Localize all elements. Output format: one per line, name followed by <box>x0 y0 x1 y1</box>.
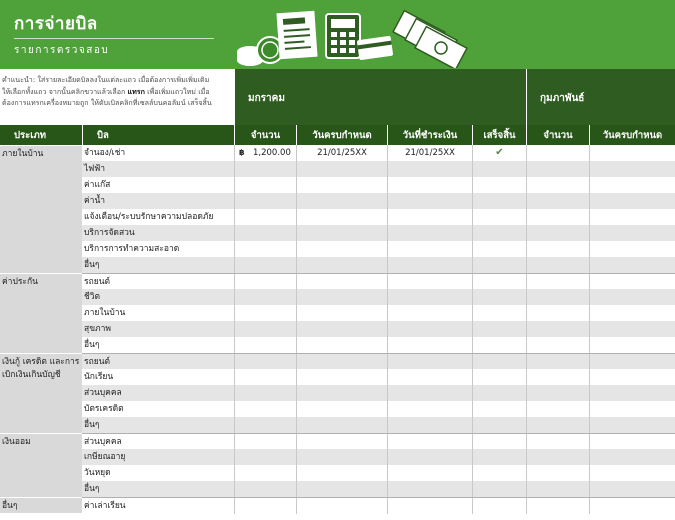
due-date-cell-feb[interactable] <box>589 401 675 417</box>
done-cell[interactable] <box>472 241 526 257</box>
table-row <box>82 193 675 209</box>
due-date-cell[interactable] <box>296 465 387 481</box>
done-cell[interactable] <box>472 417 526 433</box>
amount-cell[interactable] <box>234 177 296 193</box>
column-header-paid-date[interactable]: วันที่ชำระเงิน <box>387 125 472 145</box>
bill-name-cell[interactable]: อื่นๆ <box>84 484 100 494</box>
amount-cell-feb[interactable] <box>526 321 589 337</box>
table-row <box>82 241 675 257</box>
due-date-cell[interactable] <box>296 498 387 514</box>
paid-date-cell[interactable] <box>387 257 472 273</box>
due-date-cell-feb[interactable] <box>589 145 675 161</box>
table-row <box>82 433 675 449</box>
amount-cell-feb[interactable] <box>526 417 589 433</box>
bill-name-cell[interactable]: ไฟฟ้า <box>84 164 106 174</box>
amount-cell[interactable] <box>234 225 296 241</box>
title-divider <box>14 38 214 39</box>
due-date-cell[interactable] <box>296 354 387 370</box>
paid-date-cell[interactable] <box>387 434 472 450</box>
done-cell[interactable] <box>472 161 526 177</box>
category-cell[interactable]: ภายในบ้าน <box>0 145 82 273</box>
amount-cell[interactable] <box>234 354 296 370</box>
due-date-cell-feb[interactable] <box>589 417 675 433</box>
paid-date-cell[interactable] <box>387 481 472 497</box>
category-cell[interactable]: เงินออม <box>0 433 82 497</box>
amount-cell-feb[interactable] <box>526 257 589 273</box>
due-date-cell[interactable] <box>296 225 387 241</box>
table-row <box>82 225 675 241</box>
amount-cell[interactable] <box>234 161 296 177</box>
amount-cell[interactable] <box>234 321 296 337</box>
due-date-cell[interactable] <box>296 434 387 450</box>
receipt-icon <box>276 11 317 60</box>
bill-name-cell[interactable]: อื่นๆ <box>84 340 100 350</box>
amount-cell-feb[interactable] <box>526 209 589 225</box>
table-row <box>82 305 675 321</box>
table-row <box>82 449 675 465</box>
done-cell[interactable] <box>472 434 526 450</box>
amount-cell-feb[interactable] <box>526 241 589 257</box>
due-date-cell[interactable] <box>296 417 387 433</box>
amount-cell[interactable] <box>234 145 296 161</box>
done-cell[interactable] <box>472 225 526 241</box>
table-row <box>82 497 675 513</box>
bill-name-cell[interactable]: บัตรเครดิต <box>84 404 124 414</box>
done-cell[interactable] <box>472 481 526 497</box>
due-date-cell-feb[interactable] <box>589 289 675 305</box>
amount-cell[interactable] <box>234 305 296 321</box>
due-date-cell[interactable] <box>296 369 387 385</box>
due-date-cell[interactable] <box>296 449 387 465</box>
table-row <box>82 177 675 193</box>
done-cell[interactable] <box>472 289 526 305</box>
due-date-cell-feb[interactable] <box>589 274 675 290</box>
done-cell[interactable] <box>472 145 526 161</box>
due-date-cell-feb[interactable] <box>589 465 675 481</box>
due-date-cell[interactable] <box>296 177 387 193</box>
amount-value: 1,200.00 <box>253 148 291 158</box>
table-row <box>82 321 675 337</box>
bill-name-cell[interactable]: ส่วนบุคคล <box>84 388 122 398</box>
table-row <box>82 417 675 433</box>
due-date-cell-feb[interactable] <box>589 305 675 321</box>
paid-date-cell[interactable] <box>387 193 472 209</box>
paid-date-cell[interactable] <box>387 385 472 401</box>
amount-cell[interactable] <box>234 417 296 433</box>
amount-cell[interactable] <box>234 449 296 465</box>
amount-cell[interactable] <box>234 257 296 273</box>
paid-date-cell[interactable] <box>387 354 472 370</box>
table-row <box>82 385 675 401</box>
bill-name-cell[interactable]: ค่าเล่าเรียน <box>84 501 126 511</box>
banknotes-icon <box>393 11 467 68</box>
table-row <box>82 273 675 289</box>
due-date-cell[interactable] <box>296 481 387 497</box>
due-date-cell-feb[interactable] <box>589 354 675 370</box>
paid-date-cell[interactable] <box>387 305 472 321</box>
table-row <box>82 257 675 273</box>
due-date-cell[interactable] <box>296 337 387 353</box>
category-cell[interactable]: อื่นๆ <box>0 497 82 513</box>
due-date-cell-feb[interactable] <box>589 161 675 177</box>
calculator-icon <box>326 14 360 58</box>
due-date-cell[interactable] <box>296 274 387 290</box>
currency-symbol: ฿ <box>239 148 245 157</box>
due-date-cell-feb[interactable] <box>589 337 675 353</box>
category-cell[interactable]: ค่าประกัน <box>0 273 82 353</box>
due-date-cell-feb[interactable] <box>589 177 675 193</box>
paid-date-cell[interactable] <box>387 289 472 305</box>
done-cell[interactable] <box>472 177 526 193</box>
due-date-cell-feb[interactable] <box>589 449 675 465</box>
paid-date-cell[interactable] <box>387 321 472 337</box>
due-date-cell-feb[interactable] <box>589 369 675 385</box>
amount-cell[interactable] <box>234 193 296 209</box>
due-date-cell-feb[interactable] <box>589 498 675 514</box>
paid-date-cell[interactable] <box>387 209 472 225</box>
amount-cell-feb[interactable] <box>526 225 589 241</box>
table-row <box>82 465 675 481</box>
credit-card-icon <box>357 36 393 61</box>
table-row <box>82 145 675 161</box>
checkmark-icon: ✔ <box>495 147 504 158</box>
amount-cell-feb[interactable] <box>526 274 589 290</box>
amount-cell-feb[interactable] <box>526 161 589 177</box>
amount-cell-feb[interactable] <box>526 193 589 209</box>
due-date-cell[interactable] <box>296 257 387 273</box>
amount-cell-feb[interactable] <box>526 369 589 385</box>
amount-cell[interactable] <box>234 241 296 257</box>
amount-cell-feb[interactable] <box>526 289 589 305</box>
table-row <box>82 401 675 417</box>
table-row <box>82 289 675 305</box>
column-header-done[interactable]: เสร็จสิ้น <box>472 125 526 145</box>
amount-cell-feb[interactable] <box>526 305 589 321</box>
column-header-category[interactable]: ประเภท <box>0 125 82 145</box>
paid-date-cell[interactable] <box>387 225 472 241</box>
bill-name-cell[interactable]: จำนอง/เช่า <box>84 148 126 158</box>
done-cell[interactable] <box>472 274 526 290</box>
done-cell[interactable] <box>472 337 526 353</box>
due-date-cell[interactable] <box>296 209 387 225</box>
paid-date-cell[interactable] <box>387 161 472 177</box>
done-cell[interactable] <box>472 321 526 337</box>
bill-name-cell[interactable]: บริการการทำความสะอาด <box>84 244 180 254</box>
amount-cell-feb[interactable] <box>526 465 589 481</box>
category-cell[interactable]: เงินกู้ เครดิต และการเบิกเงินเกินบัญชี <box>0 353 82 433</box>
due-date-cell-feb[interactable] <box>589 385 675 401</box>
bill-name-cell[interactable]: ค่าแก๊ส <box>84 180 111 190</box>
column-header-amount-feb[interactable]: จำนวน <box>526 125 589 145</box>
due-date-cell-feb[interactable] <box>589 193 675 209</box>
paid-date-cell[interactable] <box>387 369 472 385</box>
due-date-cell[interactable] <box>296 161 387 177</box>
done-cell[interactable] <box>472 257 526 273</box>
amount-cell[interactable] <box>234 465 296 481</box>
due-date-cell-feb[interactable] <box>589 209 675 225</box>
insert-keyword: แทรก <box>127 86 145 96</box>
amount-cell[interactable] <box>234 369 296 385</box>
done-cell[interactable] <box>472 354 526 370</box>
paid-date-cell[interactable] <box>387 274 472 290</box>
table-row <box>82 353 675 369</box>
bill-name-cell[interactable]: อื่นๆ <box>84 260 100 270</box>
paid-date-cell[interactable] <box>387 401 472 417</box>
bill-name-cell[interactable]: บริการจัดสวน <box>84 228 135 238</box>
page-title: การจ่ายบิล <box>14 14 98 34</box>
paid-date-cell[interactable] <box>387 449 472 465</box>
table-row <box>82 209 675 225</box>
month-label-february: กุมภาพันธ์ <box>540 93 585 104</box>
done-cell[interactable] <box>472 305 526 321</box>
due-date-cell[interactable] <box>296 289 387 305</box>
due-date-cell[interactable] <box>296 193 387 209</box>
amount-cell-feb[interactable] <box>526 337 589 353</box>
bill-name-cell[interactable]: อื่นๆ <box>84 420 100 430</box>
title-banner <box>0 0 675 69</box>
amount-cell-feb[interactable] <box>526 434 589 450</box>
amount-cell[interactable] <box>234 401 296 417</box>
bill-name-cell[interactable]: สุขภาพ <box>84 324 111 334</box>
bill-name-cell[interactable]: ส่วนบุคคล <box>84 437 122 447</box>
bill-name-cell[interactable]: แจ้งเตือน/ระบบรักษาความปลอดภัย <box>84 212 214 222</box>
amount-cell-feb[interactable] <box>526 401 589 417</box>
due-date-cell[interactable] <box>296 305 387 321</box>
column-header-bill[interactable]: บิล <box>82 125 234 145</box>
amount-cell[interactable] <box>234 289 296 305</box>
due-date-cell-feb[interactable] <box>589 481 675 497</box>
bill-name-cell[interactable]: รถยนต์ <box>84 357 111 367</box>
amount-cell[interactable] <box>234 481 296 497</box>
amount-cell-feb[interactable] <box>526 498 589 514</box>
amount-cell[interactable] <box>234 385 296 401</box>
paid-date-cell[interactable] <box>387 417 472 433</box>
amount-cell-feb[interactable] <box>526 177 589 193</box>
amount-cell[interactable] <box>234 337 296 353</box>
bill-name-cell[interactable]: ค่าน้ำ <box>84 196 106 206</box>
paid-date-cell[interactable] <box>387 241 472 257</box>
done-cell[interactable] <box>472 385 526 401</box>
due-date-cell-feb[interactable] <box>589 434 675 450</box>
amount-cell-feb[interactable] <box>526 449 589 465</box>
bill-name-cell[interactable]: รถยนต์ <box>84 277 111 287</box>
table-row <box>82 481 675 497</box>
due-date-cell[interactable] <box>296 385 387 401</box>
paid-date-cell[interactable] <box>387 498 472 514</box>
column-header-due-date[interactable]: วันครบกำหนด <box>296 125 387 145</box>
amount-cell-feb[interactable] <box>526 385 589 401</box>
bill-name-cell[interactable]: เกษียณอายุ <box>84 452 126 462</box>
amount-cell-feb[interactable] <box>526 145 589 161</box>
paid-date-cell[interactable] <box>387 465 472 481</box>
amount-cell-feb[interactable] <box>526 481 589 497</box>
due-date-cell-feb[interactable] <box>589 321 675 337</box>
done-cell[interactable] <box>472 209 526 225</box>
done-cell[interactable] <box>472 498 526 514</box>
bill-name-cell[interactable]: นักเรียน <box>84 372 114 382</box>
due-date-cell[interactable]: 21/01/25XX <box>296 145 387 161</box>
amount-cell[interactable] <box>234 209 296 225</box>
bill-name-cell[interactable]: วันหยุด <box>84 468 111 478</box>
finance-illustration <box>236 6 476 68</box>
table-row <box>82 337 675 353</box>
instructions-text: คำแนะนำ: ใส่รายละเอียดบิลลงในแต่ละแถว เมื่อต้องการเพิ่มเพิ่มเติม ให้เลือกทั้งแถว จากนั้นคลิกขวาแล้วเลือก แทรก เพื่อเพิ่มแถวใหม่ เมื่อ ต้องการแทรกเครื่องหมายถูก ให้ดับเบิลคลิกที่เซลล์บนคอลัมน์ เสร็จสิ้น <box>2 75 212 107</box>
column-header-due-date-feb[interactable]: วันครบกำหนด <box>589 125 675 145</box>
bill-name-cell[interactable]: ชีวิต <box>84 292 101 302</box>
page-subtitle: รายการตรวจสอบ <box>14 45 110 56</box>
table-row <box>82 369 675 385</box>
column-header-amount[interactable]: จำนวน <box>234 125 296 145</box>
amount-cell[interactable] <box>234 498 296 514</box>
paid-date-cell[interactable] <box>387 337 472 353</box>
due-date-cell-feb[interactable] <box>589 225 675 241</box>
amount-cell-feb[interactable] <box>526 354 589 370</box>
month-label-january: มกราคม <box>248 93 285 104</box>
due-date-cell[interactable] <box>296 321 387 337</box>
amount-cell[interactable] <box>234 274 296 290</box>
paid-date-cell[interactable] <box>387 177 472 193</box>
bill-name-cell[interactable]: ภายในบ้าน <box>84 308 126 318</box>
due-date-cell-feb[interactable] <box>589 257 675 273</box>
due-date-cell[interactable] <box>296 241 387 257</box>
done-cell[interactable] <box>472 465 526 481</box>
done-cell[interactable] <box>472 193 526 209</box>
paid-date-cell[interactable]: 21/01/25XX <box>387 145 472 161</box>
due-date-cell-feb[interactable] <box>589 241 675 257</box>
due-date-cell[interactable] <box>296 401 387 417</box>
done-cell[interactable] <box>472 369 526 385</box>
done-cell[interactable] <box>472 449 526 465</box>
amount-cell[interactable] <box>234 434 296 450</box>
table-row <box>82 161 675 177</box>
coins-icon <box>238 37 283 65</box>
done-cell[interactable] <box>472 401 526 417</box>
